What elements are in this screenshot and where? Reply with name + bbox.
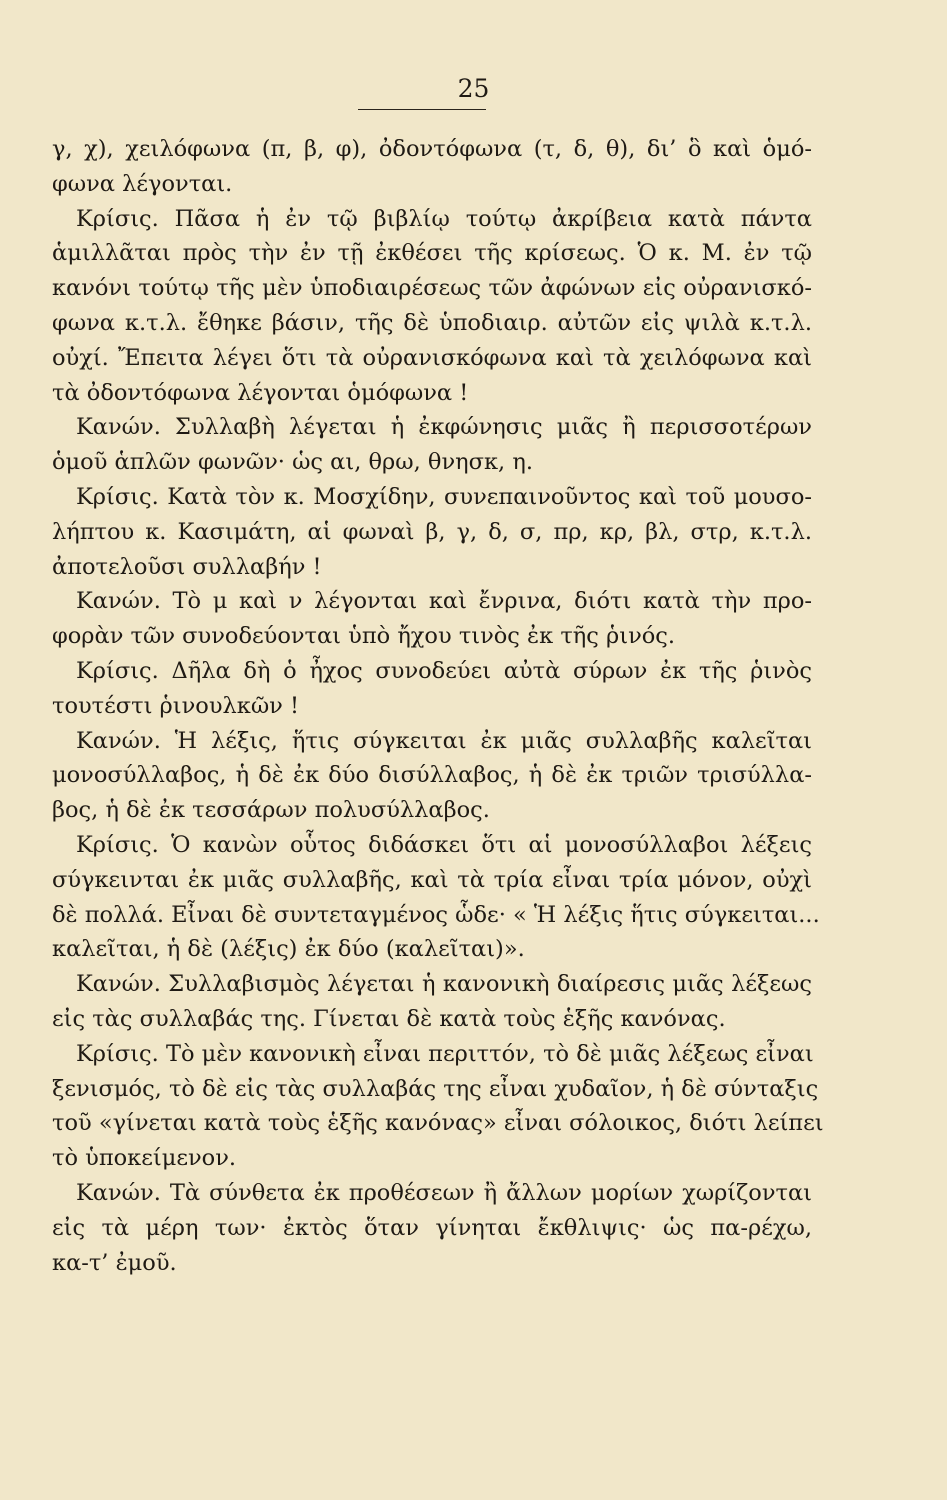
text-line: τὸ ὑποκείμενον. [52,1145,237,1172]
text-line: τὰ ὀδοντόφωνα λέγονται ὁμόφωνα ! [52,379,469,406]
text-line: εἰς τὰς συλλαβάς της. Γίνεται δὲ κατὰ τοὺς ἑξῆς κανόνας. [52,1005,726,1032]
text-line: κα-τ’ ἐμοῦ. [52,1249,177,1276]
text-line: σύγκεινται ἐκ μιᾶς συλλαβῆς, καὶ τὰ τρία εἶναι τρία μόνον, οὐχὶ [52,866,812,893]
text-line: Κρίσις. Ὁ κανὼν οὗτος διδάσκει ὅτι αἱ μονοσύλλαβοι λέξεις [76,831,812,858]
text-line: Κανών. Τὸ μ καὶ ν λέγονται καὶ ἔνρινα, διότι κατὰ τὴν προ- [76,588,812,615]
text-line: Κανών. Ἡ λέξις, ἥτις σύγκειται ἐκ μιᾶς συλλαβῆς καλεῖται [76,727,812,754]
text-line: καλεῖται, ἡ δὲ (λέξις) ἐκ δύο (καλεῖται)». [52,936,525,963]
page-number: 25 [457,74,490,103]
text-line: κανόνι τούτῳ τῆς μὲν ὑποδιαιρέσεως τῶν ἀφώνων εἰς οὐρανισκό- [52,275,812,302]
text-line: ξενισμός, τὸ δὲ εἰς τὰς συλλαβάς της εἶναι χυδαῖον, ἡ δὲ σύνταξις [52,1075,819,1102]
text-line: ἀποτελοῦσι συλλαβήν ! [52,553,322,580]
text-line: ὁμοῦ ἁπλῶν φωνῶν· ὡς αι, θρω, θνησκ, η. [52,449,533,476]
text-line: τουτέστι ῥινουλκῶν ! [52,692,300,719]
text-line: φορὰν τῶν συνοδεύονται ὑπὸ ἤχου τινὸς ἐκ τῆς ῥινός. [52,623,676,650]
text-line: φωνα κ.τ.λ. ἔθηκε βάσιν, τῆς δὲ ὑποδιαιρ. αὐτῶν εἰς ψιλὰ κ.τ.λ. [52,309,812,336]
text-line: Κρίσις. Τὸ μὲν κανονικὴ εἶναι περιττόν, τὸ δὲ μιᾶς λέξεως εἶναι [76,1040,814,1067]
text-line: Κρίσις. Πᾶσα ἡ ἐν τῷ βιβλίῳ τούτῳ ἀκρίβεια κατὰ πάντα [76,205,812,232]
text-line: μονοσύλλαβος, ἡ δὲ ἐκ δύο δισύλλαβος, ἡ δὲ ἐκ τριῶν τρισύλλα- [52,762,812,789]
text-line: εἰς τὰ μέρη των· ἐκτὸς ὅταν γίνηται ἔκθλιψις· ὡς πα-ρέχω, [52,1214,812,1241]
text-line: ἁμιλλᾶται πρὸς τὴν ἐν τῇ ἐκθέσει τῆς κρίσεως. Ὁ κ. Μ. ἐν τῷ [52,240,812,267]
text-line: βος, ἡ δὲ ἐκ τεσσάρων πολυσύλλαβος. [52,797,490,824]
body-text [52,132,824,1280]
page-number-rule [358,109,486,110]
text-line: οὐχί. Ἔπειτα λέγει ὅτι τὰ οὐρανισκόφωνα καὶ τὰ χειλόφωνα καὶ [52,344,812,371]
text-line: Κανών. Τὰ σύνθετα ἐκ προθέσεων ἢ ἄλλων μορίων χωρίζονται [76,1179,812,1206]
text-line: γ, χ), χειλόφωνα (π, β, φ), ὀδοντόφωνα (τ, δ, θ), δι’ ὃ καὶ ὁμό- [52,136,812,162]
text-line: φωνα λέγονται. [52,170,233,197]
text-line: Κρίσις. Δῆλα δὴ ὁ ἦχος συνοδεύει αὐτὰ σύρων ἐκ τῆς ῥινὸς [76,657,812,684]
text-line: Κρίσις. Κατὰ τὸν κ. Μοσχίδην, συνεπαινοῦντος καὶ τοῦ μουσο- [76,483,812,510]
text-line: δὲ πολλά. Εἶναι δὲ συντεταγμένος ὧδε· « Ἡ λέξις ἥτις σύγκειται... [52,901,820,928]
text-line: λήπτου κ. Κασιμάτη, αἱ φωναὶ β, γ, δ, σ, πρ, κρ, βλ, στρ, κ.τ.λ. [52,518,812,545]
text-line: Κανών. Συλλαβὴ λέγεται ἡ ἐκφώνησις μιᾶς ἢ περισσοτέρων [76,414,812,441]
text-line: τοῦ «γίνεται κατὰ τοὺς ἑξῆς κανόνας» εἶναι σόλοικος, διότι λείπει [52,1110,824,1137]
text-line: Κανών. Συλλαβισμὸς λέγεται ἡ κανονικὴ διαίρεσις μιᾶς λέξεως [76,971,812,998]
